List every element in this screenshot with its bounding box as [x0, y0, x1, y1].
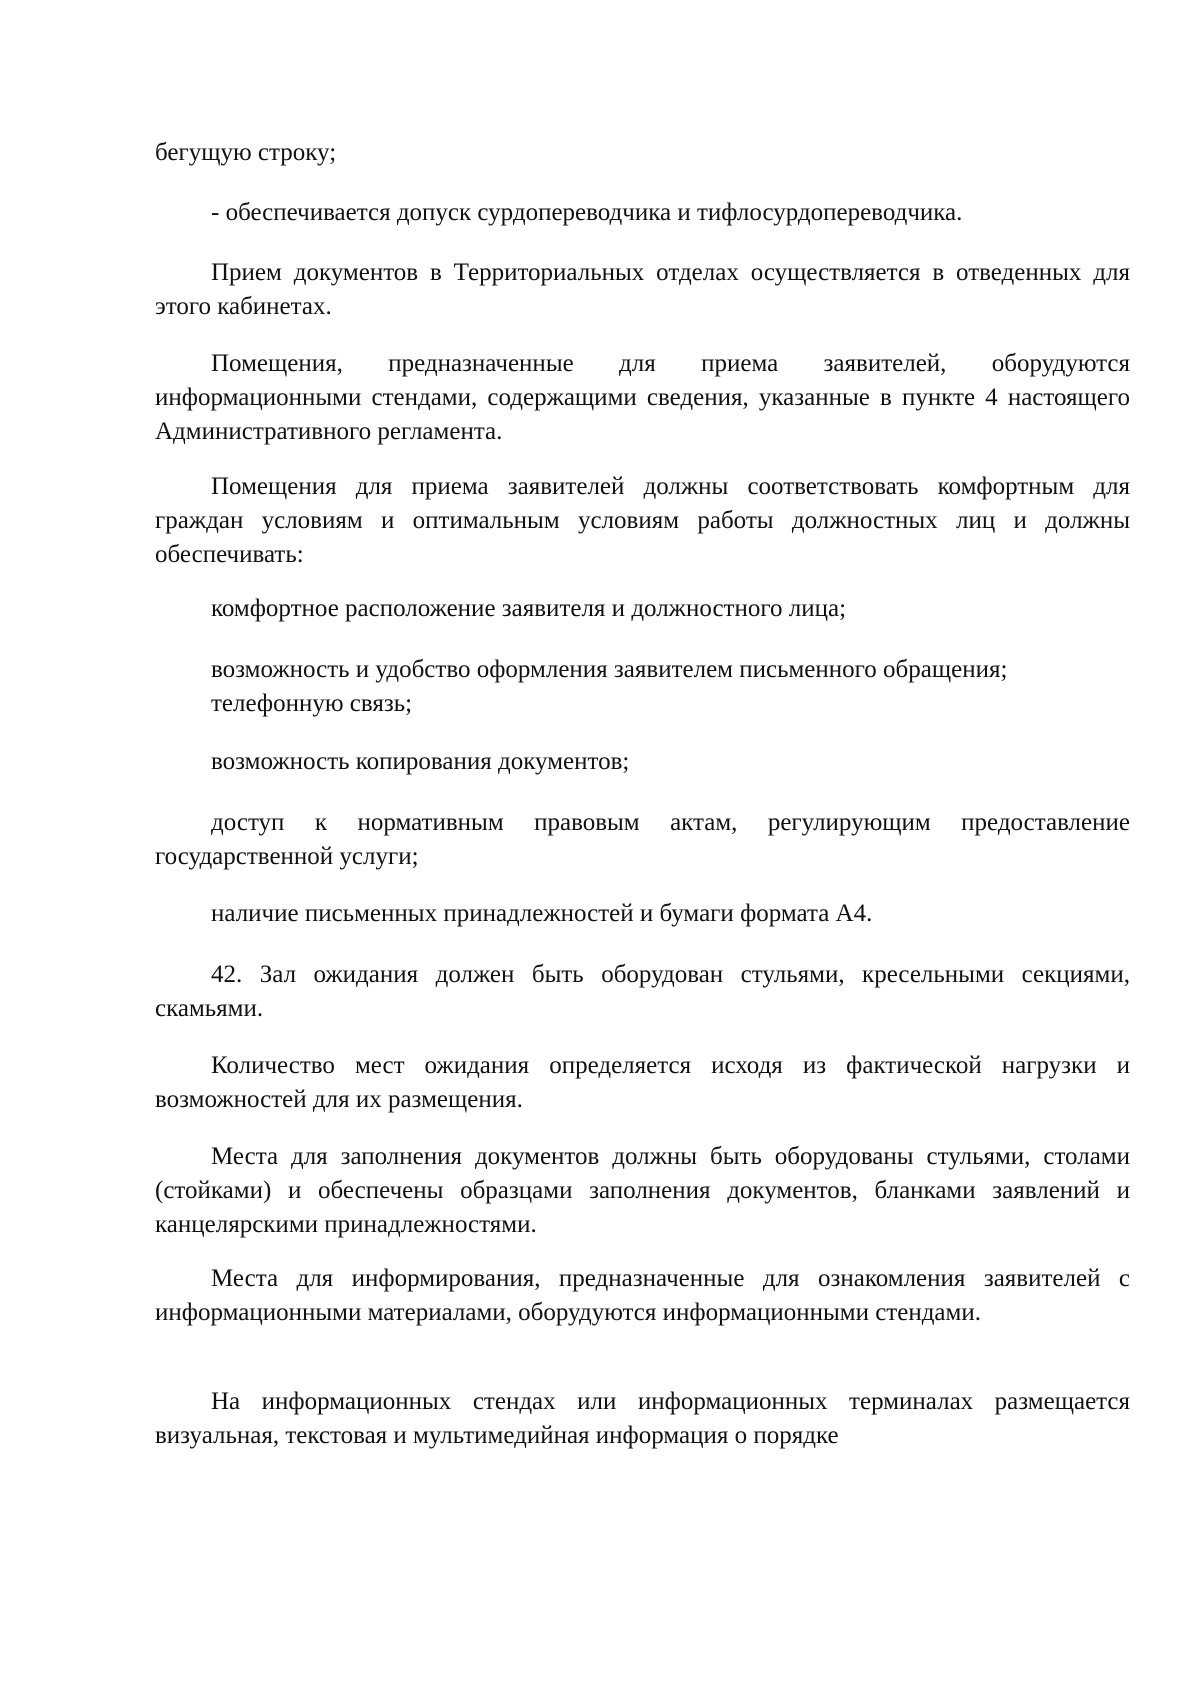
paragraph-text: возможность и удобство оформления заявителем письменного обращения;: [211, 656, 1008, 683]
paragraph: [155, 347, 1130, 449]
paragraph-text: бегущую строку;: [155, 139, 337, 166]
paragraph-list-item: [155, 897, 1130, 931]
paragraph-continuation: [155, 136, 1130, 170]
paragraph-text: - обеспечивается допуск сурдопереводчика и тифлосурдопереводчика.: [211, 199, 963, 226]
paragraph-text: На информационных стендах или информационных терминалах размещается визуальная, текстовая и мультимедийная информация о порядке: [155, 1388, 1130, 1449]
paragraph: [155, 1140, 1130, 1242]
paragraph-text: Помещения, предназначенные для приема заявителей, оборудуются информационными стендами, содержащими сведения, указанные в пункте 4 настоящего Административного регламента.: [155, 350, 1130, 445]
paragraph-text: Места для информирования, предназначенные для ознакомления заявителей с информационными материалами, оборудуются информационными стендами.: [155, 1265, 1130, 1326]
paragraph-text: возможность копирования документов;: [211, 748, 630, 775]
paragraph-text: телефонную связь;: [211, 690, 413, 717]
paragraph: [155, 1262, 1130, 1330]
paragraph: [155, 1049, 1130, 1117]
paragraph-list-item: [155, 592, 1130, 626]
paragraph-text: комфортное расположение заявителя и должностного лица;: [211, 595, 847, 622]
paragraph-text: 42. Зал ожидания должен быть оборудован стульями, кресельными секциями, скамьями.: [155, 961, 1130, 1022]
paragraph-numbered: [155, 958, 1130, 1026]
paragraph-text: Количество мест ожидания определяется исходя из фактической нагрузки и возможностей для их размещения.: [155, 1052, 1130, 1113]
paragraph: [155, 1385, 1130, 1453]
paragraph-list-item: [155, 806, 1130, 874]
paragraph: [155, 256, 1130, 324]
paragraph-text: Помещения для приема заявителей должны соответствовать комфортным для граждан условиям и оптимальным условиям работы должностных лиц и должны обеспечивать:: [155, 473, 1130, 568]
paragraph-text: Места для заполнения документов должны быть оборудованы стульями, столами (стойками) и обеспечены образцами заполнения документов, бланками заявлений и канцелярскими принадлежностями.: [155, 1143, 1130, 1238]
paragraph-list-item: [155, 745, 1130, 779]
paragraph: [155, 470, 1130, 572]
paragraph-list-item: [155, 653, 1130, 721]
paragraph-text: наличие письменных принадлежностей и бумаги формата А4.: [211, 900, 873, 927]
paragraph-text: доступ к нормативным правовым актам, регулирующим предоставление государственной услуги;: [155, 809, 1130, 870]
paragraph-text: Прием документов в Территориальных отделах осуществляется в отведенных для этого кабинетах.: [155, 259, 1130, 320]
paragraph-list-item: [155, 196, 1130, 230]
